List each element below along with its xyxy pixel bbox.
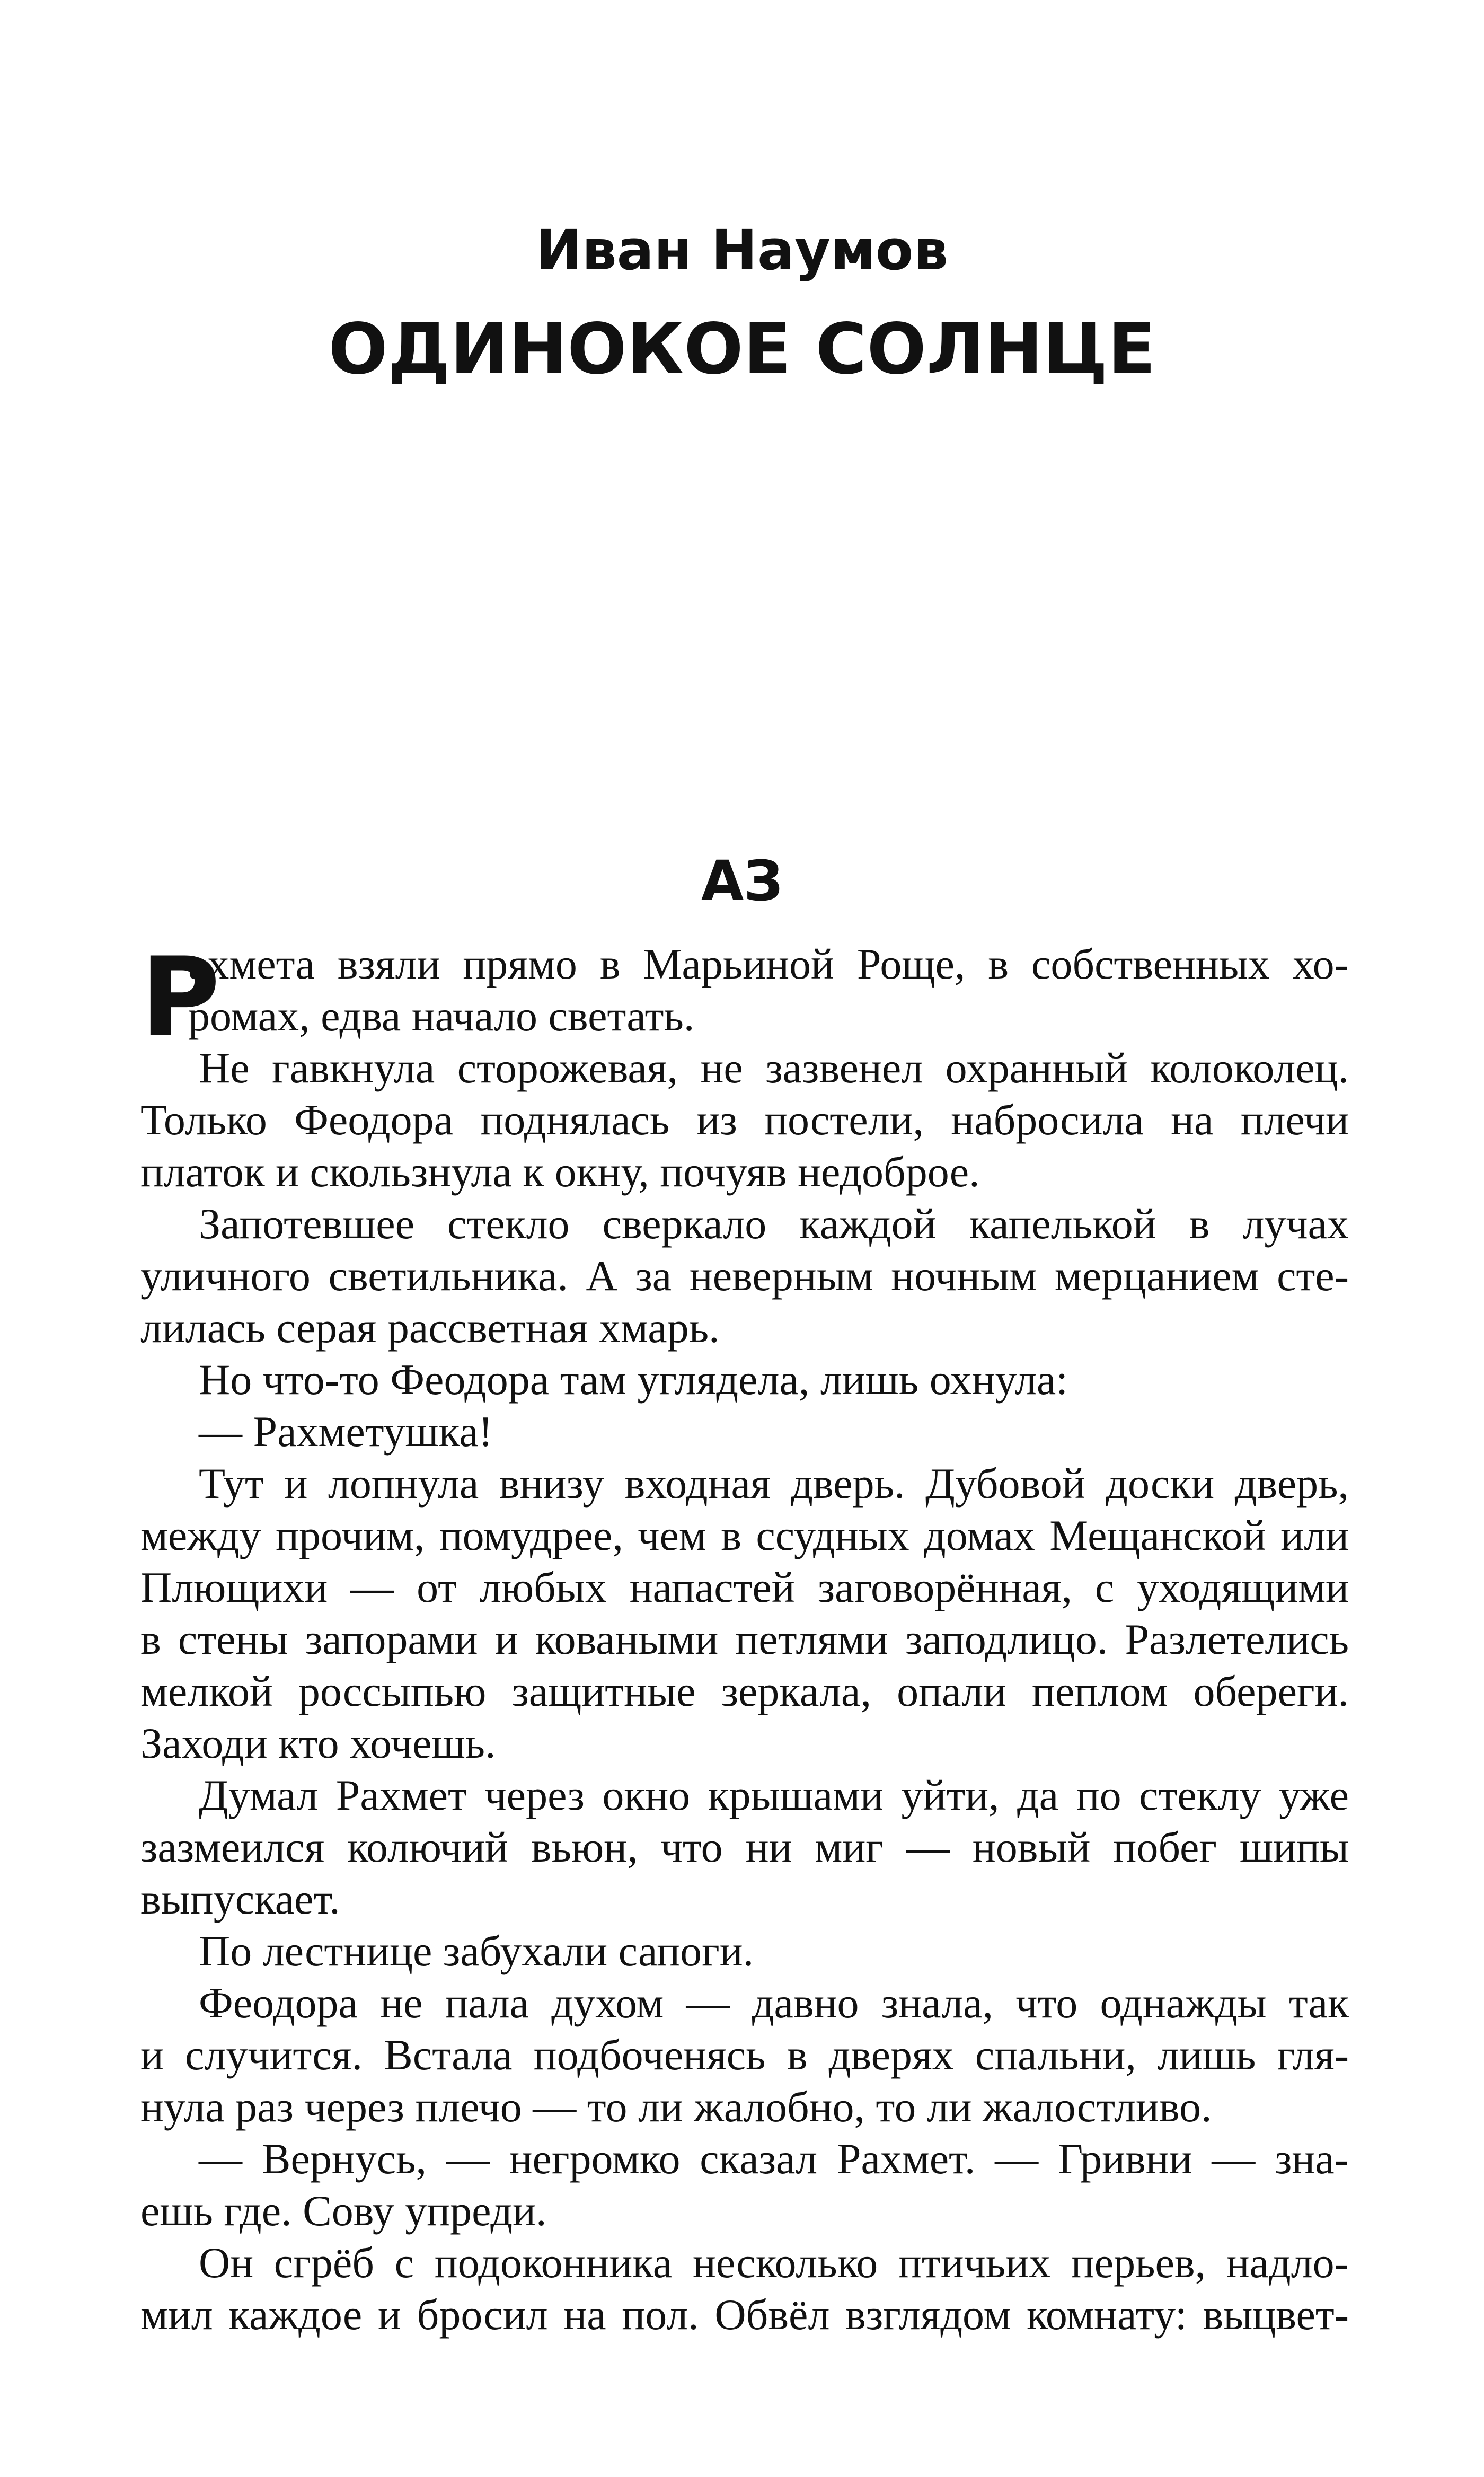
text-line: Он сгрёб с подоконника несколько птичьих перьев, надло- [199,2238,1349,2287]
text-line: лилась серая рассветная хмарь. [140,1303,720,1352]
chapter-heading: АЗ [701,849,783,913]
text-line: Но что-то Феодора там углядела, лишь охнула: [199,1355,1068,1404]
text-line: ешь где. Сову упреди. [140,2187,547,2235]
text-line: Думал Рахмет через окно крышами уйти, да по стеклу уже [199,1771,1349,1819]
drop-cap: Р [140,935,220,1061]
text-line: Плющихи — от любых напастей заговорённая, с уходящими [140,1563,1349,1611]
author-name: Иван Наумов [535,218,949,283]
text-line: зазмеился колючий вьюн, что ни миг — новый побег шипы [140,1823,1349,1871]
text-line: платок и скользнула к окну, почуяв недоброе. [140,1148,980,1196]
text-line: ромах, едва начало светать. [188,992,695,1040]
text-line: По лестнице забухали сапоги. [199,1927,754,1975]
text-line: — Вернусь, — негромко сказал Рахмет. — Гривни — зна- [199,2135,1349,2183]
text-line: уличного светильника. А за неверным ночным мерцанием сте- [140,1251,1349,1300]
text-line: Запотевшее стекло сверкало каждой капелькой в лучах [199,1200,1349,1248]
text-line: в стены запорами и коваными петлями заподлицо. Разлетелись [140,1615,1349,1663]
text-line: ахмета взяли прямо в Марьиной Роще, в собственных хо- [188,940,1349,988]
text-line: между прочим, помудрее, чем в ссудных домах Мещанской или [140,1511,1349,1559]
text-line: — Рахметушка! [199,1407,493,1456]
text-line: нула раз через плечо — то ли жалобно, то ли жалостливо. [140,2083,1212,2131]
text-line: мелкой россыпью защитные зеркала, опали пеплом обереги. [140,1667,1349,1715]
text-line: Только Феодора поднялась из постели, набросила на плечи [140,1096,1349,1144]
text-line: выпускает. [140,1875,340,1923]
text-line: Феодора не пала духом — давно знала, что однажды так [199,1979,1349,2027]
text-line: Заходи кто хочешь. [140,1719,496,1767]
body-text [140,935,1349,2341]
book-title: ОДИНОКОЕ СОЛНЦЕ [328,308,1156,390]
text-line: мил каждое и бросил на пол. Обвёл взглядом комнату: выцвет- [140,2290,1349,2339]
text-line: Не гавкнула сторожевая, не зазвенел охранный колоколец. [199,1044,1349,1092]
text-line: и случится. Встала подбоченясь в дверях спальни, лишь гля- [140,2031,1349,2079]
text-line: Тут и лопнула внизу входная дверь. Дубовой доски дверь, [199,1459,1349,1508]
